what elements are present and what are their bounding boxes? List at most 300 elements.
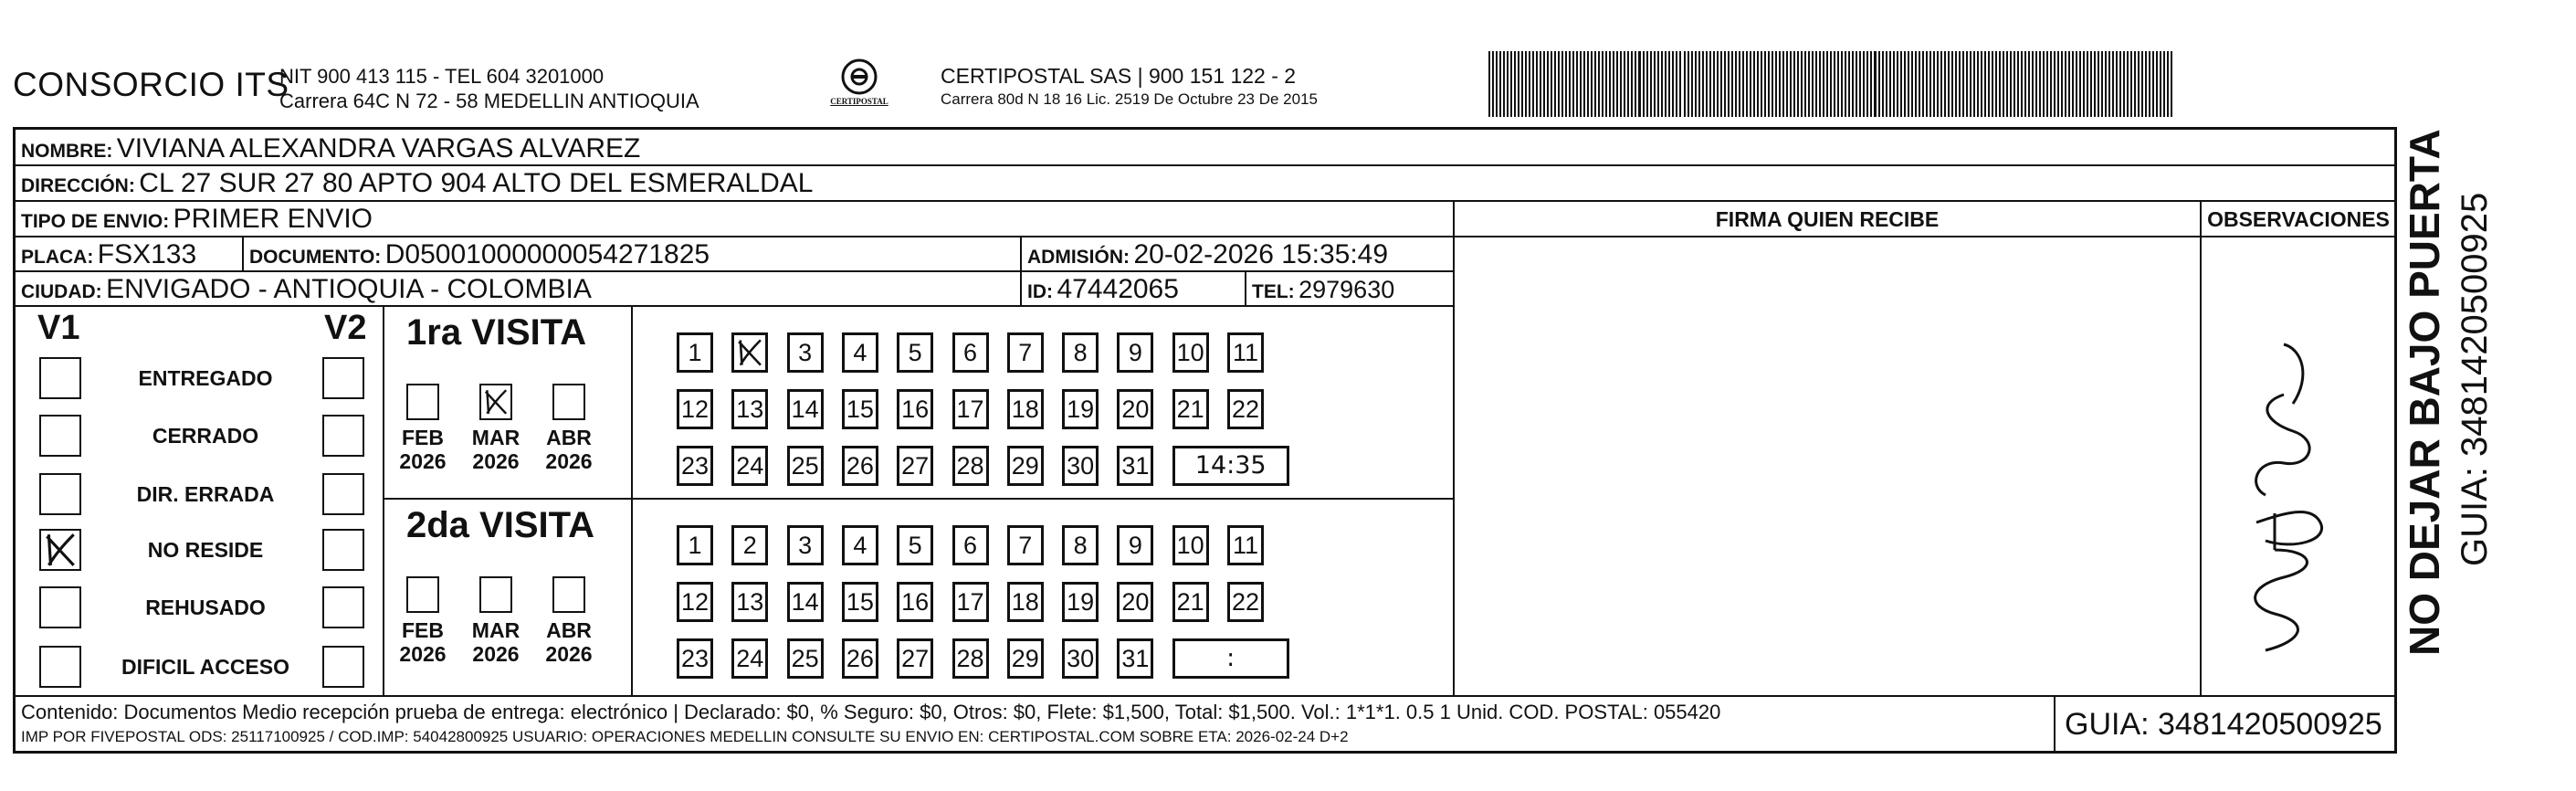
barcode-bar [1782, 51, 1784, 117]
day-box[interactable]: 28 [952, 638, 989, 679]
barcode-bar [1709, 51, 1711, 117]
barcode-bar [1874, 51, 1877, 117]
barcode-bar [1863, 51, 1865, 117]
barcode-bar [1852, 51, 1854, 117]
nombre-value: VIVIANA ALEXANDRA VARGAS ALVAREZ [116, 133, 641, 163]
observaciones-label: OBSERVACIONES [2207, 207, 2390, 231]
day-box[interactable]: 14 [787, 389, 824, 429]
barcode-bar [1488, 51, 1490, 117]
day-box[interactable]: 1 [677, 525, 713, 565]
day-box[interactable]: 27 [897, 638, 933, 679]
barcode-bar [1543, 51, 1545, 117]
v2-checkbox-0[interactable] [322, 357, 364, 399]
observaciones-handwriting [2211, 276, 2384, 678]
footer-contenido: Contenido: Documentos Medio recepción prueba de entrega: electrónico | Declarado: $0, % Seguro: $0, Otros: $0, Flete: $1,500, Total: $1,500. Vol.: 1*1*1. 0.5 1 Unid. COD. POSTAL: 055420 [21, 701, 1721, 723]
day-box[interactable]: 21 [1172, 389, 1209, 429]
day-box[interactable]: 15 [842, 389, 878, 429]
x-mark-icon [734, 335, 765, 370]
barcode-bar [1583, 51, 1585, 117]
barcode-bar [2105, 51, 2107, 117]
barcode-bar [2024, 51, 2026, 117]
day-box[interactable]: 2 [731, 525, 768, 565]
certipostal-logo [830, 57, 888, 111]
admision-label: ADMISIÓN: [1027, 247, 1130, 268]
v2-checkbox-1[interactable] [322, 415, 364, 457]
barcode-bar [1772, 51, 1773, 117]
barcode-bar [1638, 51, 1641, 117]
barcode-bar [1657, 51, 1659, 117]
barcode-bar [1793, 51, 1795, 117]
day-box[interactable]: 9 [1117, 332, 1153, 373]
barcode-bar [2123, 51, 2125, 117]
direccion-row [21, 168, 813, 199]
day-box[interactable]: 16 [897, 389, 933, 429]
month-label: ABR 2026 [545, 426, 593, 473]
barcode-bar [1713, 51, 1715, 117]
barcode-bar [2101, 51, 2103, 117]
barcode-bar [2152, 51, 2154, 117]
barcode-bar [1624, 51, 1625, 117]
certipostal-info [941, 62, 1318, 110]
barcode-bar [2108, 51, 2110, 117]
barcode-bar [1587, 51, 1589, 117]
day-box[interactable]: 19 [1062, 389, 1099, 429]
barcode-bar [1609, 51, 1611, 117]
day-box[interactable]: 21 [1172, 582, 1209, 622]
footer-guia: GUIA: 3481420500925 [2065, 707, 2382, 742]
visit-time-box[interactable]: 14:35 [1172, 446, 1289, 486]
barcode-bar [1897, 51, 1898, 117]
barcode-bar [1808, 51, 1810, 117]
barcode-bar [2072, 51, 2074, 117]
ciudad-label: CIUDAD: [21, 281, 102, 302]
month-checkbox-mar[interactable] [479, 576, 512, 613]
barcode-bar [1720, 51, 1722, 117]
day-box[interactable]: 25 [787, 638, 824, 679]
day-box[interactable]: 14 [787, 582, 824, 622]
tel-row [1252, 276, 1394, 304]
v2-checkbox-4[interactable] [322, 586, 364, 628]
barcode-bar [1558, 51, 1560, 117]
barcode-bar [1661, 51, 1663, 117]
barcode-bar [1826, 51, 1828, 117]
barcode-bar [1572, 51, 1574, 117]
barcode-bar [1598, 51, 1600, 117]
day-box[interactable]: 3 [787, 332, 824, 373]
day-box[interactable]: 8 [1062, 332, 1099, 373]
day-box[interactable]: 5 [897, 525, 933, 565]
barcode-bar [1775, 51, 1777, 117]
visit-title: 2da VISITA [406, 505, 594, 545]
v1-checkbox-4[interactable] [39, 586, 81, 628]
day-box[interactable]: 29 [1007, 446, 1044, 486]
barcode-bar [2163, 51, 2165, 117]
day-box[interactable]: 16 [897, 582, 933, 622]
barcode-bar [1547, 51, 1549, 117]
month-checkbox-abr[interactable] [552, 384, 585, 420]
barcode-bar [1691, 51, 1693, 117]
month-label: ABR 2026 [545, 618, 593, 666]
barcode-bar [1540, 51, 1541, 117]
admision-row [1027, 239, 1388, 270]
day-box[interactable]: 8 [1062, 525, 1099, 565]
license-line: Carrera 80d N 18 16 Lic. 2519 De Octubre 23 De 2015 [941, 90, 1318, 108]
day-box[interactable]: 26 [842, 638, 878, 679]
barcode-bar [1948, 51, 1950, 117]
v1-checkbox-5[interactable] [39, 646, 81, 688]
barcode-bar [1955, 51, 1957, 117]
day-box[interactable]: 28 [952, 446, 989, 486]
barcode-bar [1812, 51, 1814, 117]
day-box[interactable]: 25 [787, 446, 824, 486]
day-box[interactable]: 31 [1117, 446, 1153, 486]
admision-value: 20-02-2026 15:35:49 [1133, 239, 1389, 269]
day-box[interactable]: 20 [1117, 582, 1153, 622]
visit-time-box[interactable]: : [1172, 638, 1289, 679]
barcode-bar [2134, 51, 2136, 117]
v2-checkbox-2[interactable] [322, 473, 364, 515]
company-info [279, 64, 699, 113]
barcode-bar [1908, 51, 1909, 117]
barcode-bar [1717, 51, 1719, 117]
barcode-bar [1688, 51, 1689, 117]
barcode-bar [1977, 51, 1979, 117]
day-box[interactable]: 4 [842, 525, 878, 565]
barcode-bar [1815, 51, 1817, 117]
barcode-bar [1962, 51, 1964, 117]
v1-checkbox-3[interactable] [39, 529, 81, 571]
barcode-bar [2076, 51, 2077, 117]
barcode-bar [1565, 51, 1567, 117]
barcode-bar [1594, 51, 1596, 117]
barcode-bar [1823, 51, 1824, 117]
day-box[interactable]: 30 [1062, 638, 1099, 679]
barcode-bar [1646, 51, 1648, 117]
barcode-bar [1620, 51, 1622, 117]
barcode-bar [1510, 51, 1512, 117]
id-label: ID: [1027, 281, 1053, 302]
barcode-bar [1507, 51, 1509, 117]
barcode-bar [1698, 51, 1700, 117]
barcode-bar [1492, 51, 1494, 117]
status-option-label: ENTREGADO [138, 366, 273, 390]
barcode-bar [1605, 51, 1607, 117]
barcode-bar [1521, 51, 1523, 117]
ciudad-value: ENVIGADO - ANTIOQUIA - COLOMBIA [106, 274, 592, 304]
barcode-bar [2003, 51, 2004, 117]
day-box[interactable]: 4 [842, 332, 878, 373]
v1-checkbox-0[interactable] [39, 357, 81, 399]
month-checkbox-feb[interactable] [406, 576, 439, 613]
barcode-bar [1753, 51, 1755, 117]
barcode-bar [1929, 51, 1931, 117]
barcode-bar [1554, 51, 1556, 117]
direccion-label: DIRECCIÓN: [21, 175, 135, 196]
barcode-bar [1627, 51, 1629, 117]
day-box[interactable]: 23 [677, 638, 713, 679]
barcode-bar [1959, 51, 1961, 117]
barcode-bar [1870, 51, 1872, 117]
barcode-bar [2021, 51, 2023, 117]
barcode-bar [2127, 51, 2129, 117]
barcode-bar [1973, 51, 1975, 117]
barcode-bar [1591, 51, 1593, 117]
month-checkbox-mar[interactable] [479, 384, 512, 420]
id-value: 47442065 [1057, 274, 1179, 304]
barcode-bar [2160, 51, 2161, 117]
barcode-bar [2054, 51, 2056, 117]
placa-row [21, 239, 196, 270]
tel-value: 2979630 [1299, 276, 1395, 303]
barcode-bar [2006, 51, 2008, 117]
barcode-bar [1790, 51, 1792, 117]
barcode-bar [1911, 51, 1913, 117]
status-option-label: DIR. ERRADA [136, 482, 275, 506]
barcode-bar [1922, 51, 1924, 117]
nombre-row [21, 133, 640, 164]
company-name: CONSORCIO ITS [13, 66, 289, 103]
barcode-bar [1915, 51, 1917, 117]
barcode-bar [1764, 51, 1766, 117]
delivery-form [13, 127, 2397, 754]
month-label: FEB 2026 [399, 618, 447, 666]
x-mark-icon [481, 385, 510, 418]
barcode-bar [2039, 51, 2041, 117]
v2-checkbox-3[interactable] [322, 529, 364, 571]
day-box[interactable] [731, 332, 768, 373]
barcode-bar [1706, 51, 1708, 117]
barcode-bar [1889, 51, 1891, 117]
barcode-bar [1739, 51, 1740, 117]
barcode-bar [1643, 51, 1645, 117]
barcode-bar [1672, 51, 1674, 117]
barcode-bar [1859, 51, 1861, 117]
barcode-bar [1551, 51, 1552, 117]
month-label: MAR 2026 [471, 426, 520, 473]
barcode-bar [2138, 51, 2140, 117]
barcode-bar [1503, 51, 1505, 117]
barcode-bar [2119, 51, 2121, 117]
barcode-bar [1525, 51, 1527, 117]
barcode-bar [2079, 51, 2081, 117]
barcode-bar [1496, 51, 1498, 117]
ciudad-row [21, 274, 592, 305]
barcode-bar [2167, 51, 2169, 117]
barcode-bar [1866, 51, 1868, 117]
barcode-bar [1933, 51, 1935, 117]
status-option-label: DIFICIL ACCESO [121, 655, 289, 679]
day-box[interactable]: 11 [1227, 332, 1264, 373]
day-box[interactable]: 27 [897, 446, 933, 486]
month-label: FEB 2026 [399, 426, 447, 473]
month-checkbox-feb[interactable] [406, 384, 439, 420]
barcode-bar [1561, 51, 1563, 117]
barcode-bar [1801, 51, 1803, 117]
barcode-bar [1951, 51, 1953, 117]
barcode-bar [2061, 51, 2063, 117]
day-box[interactable]: 23 [677, 446, 713, 486]
day-box[interactable]: 30 [1062, 446, 1099, 486]
barcode-bar [1761, 51, 1762, 117]
month-checkbox-abr[interactable] [552, 576, 585, 613]
barcode-bar [1518, 51, 1519, 117]
day-box[interactable]: 1 [677, 332, 713, 373]
barcode-bar [1848, 51, 1850, 117]
tipo-envio-label: TIPO DE ENVIO: [21, 211, 170, 232]
status-option-label: NO RESIDE [147, 538, 264, 562]
barcode-bar [1695, 51, 1697, 117]
status-option-label: CERRADO [152, 424, 259, 448]
day-box[interactable]: 9 [1117, 525, 1153, 565]
barcode-bar [1746, 51, 1748, 117]
placa-value: FSX133 [97, 239, 197, 269]
barcode-bar [1834, 51, 1835, 117]
day-box[interactable]: 13 [731, 582, 768, 622]
barcode-bar [1992, 51, 1993, 117]
barcode-bar [1702, 51, 1704, 117]
barcode-bar [2050, 51, 2052, 117]
documento-row [249, 239, 710, 270]
day-box[interactable]: 17 [952, 582, 989, 622]
barcode-bar [1886, 51, 1887, 117]
logo-caption: CERTIPOSTAL [830, 97, 888, 106]
barcode-bar [2017, 51, 2019, 117]
barcode-bar [1668, 51, 1670, 117]
barcode-bar [1797, 51, 1799, 117]
footer-imp: IMP POR FIVEPOSTAL ODS: 25117100925 / COD.IMP: 54042800925 USUARIO: OPERACIONES MEDELLIN CONSULTE SU ENVIO EN: CERTIPOSTAL.COM SOBRE ETA: 2026-02-24 D+2 [21, 728, 1349, 745]
tel-label: TEL: [1252, 281, 1295, 302]
day-box[interactable]: 3 [787, 525, 824, 565]
barcode-bar [1580, 51, 1582, 117]
barcode-bar [1786, 51, 1788, 117]
tipo-envio-row [21, 204, 373, 235]
day-box[interactable]: 6 [952, 332, 989, 373]
barcode-bar [1684, 51, 1686, 117]
barcode [1488, 51, 2173, 117]
barcode-bar [1995, 51, 1997, 117]
day-box[interactable]: 7 [1007, 332, 1044, 373]
barcode-bar [1731, 51, 1733, 117]
barcode-bar [1728, 51, 1730, 117]
barcode-bar [2035, 51, 2037, 117]
barcode-bar [1988, 51, 1990, 117]
day-box[interactable]: 22 [1227, 582, 1264, 622]
day-box[interactable]: 24 [731, 638, 768, 679]
visit-title: 1ra VISITA [406, 312, 587, 353]
barcode-bar [1882, 51, 1884, 117]
barcode-bar [2010, 51, 2012, 117]
barcode-bar [2171, 51, 2172, 117]
barcode-bar [1919, 51, 1920, 117]
x-mark-icon [41, 531, 79, 569]
barcode-bar [1937, 51, 1939, 117]
barcode-bar [1631, 51, 1633, 117]
barcode-bar [1830, 51, 1832, 117]
day-box[interactable]: 26 [842, 446, 878, 486]
day-box[interactable]: 5 [897, 332, 933, 373]
day-box[interactable]: 12 [677, 582, 713, 622]
barcode-bar [1679, 51, 1681, 117]
day-box[interactable]: 13 [731, 389, 768, 429]
day-box[interactable]: 11 [1227, 525, 1264, 565]
barcode-bar [2116, 51, 2118, 117]
barcode-bar [2141, 51, 2143, 117]
barcode-bar [1944, 51, 1946, 117]
certipostal-line: CERTIPOSTAL SAS | 900 151 122 - 2 [941, 64, 1297, 88]
barcode-bar [2083, 51, 2085, 117]
barcode-bar [1635, 51, 1636, 117]
barcode-bar [1602, 51, 1603, 117]
day-box[interactable]: 7 [1007, 525, 1044, 565]
day-box[interactable]: 12 [677, 389, 713, 429]
month-label: MAR 2026 [471, 618, 520, 666]
day-box[interactable]: 10 [1172, 525, 1209, 565]
barcode-bar [1613, 51, 1614, 117]
day-box[interactable]: 15 [842, 582, 878, 622]
barcode-bar [1650, 51, 1652, 117]
barcode-bar [1926, 51, 1928, 117]
v2-label: V2 [324, 309, 367, 347]
day-box[interactable]: 29 [1007, 638, 1044, 679]
status-option-label: REHUSADO [145, 596, 266, 619]
barcode-bar [2032, 51, 2034, 117]
day-box[interactable]: 6 [952, 525, 989, 565]
barcode-bar [2130, 51, 2132, 117]
barcode-bar [2090, 51, 2092, 117]
barcode-bar [2028, 51, 2030, 117]
barcode-bar [1735, 51, 1737, 117]
day-box[interactable]: 18 [1007, 582, 1044, 622]
barcode-bar [1837, 51, 1839, 117]
day-box[interactable]: 20 [1117, 389, 1153, 429]
barcode-bar [1845, 51, 1846, 117]
barcode-bar [1940, 51, 1942, 117]
day-box[interactable]: 17 [952, 389, 989, 429]
barcode-bar [2046, 51, 2048, 117]
day-box[interactable]: 19 [1062, 582, 1099, 622]
barcode-bar [2043, 51, 2045, 117]
tipo-envio-value: PRIMER ENVIO [173, 204, 373, 234]
v1-checkbox-2[interactable] [39, 473, 81, 515]
id-row [1027, 274, 1179, 305]
barcode-bar [1750, 51, 1751, 117]
direccion-value: CL 27 SUR 27 80 APTO 904 ALTO DEL ESMERALDAL [139, 168, 814, 198]
barcode-bar [2068, 51, 2070, 117]
barcode-bar [1532, 51, 1534, 117]
barcode-bar [1878, 51, 1880, 117]
barcode-bar [1676, 51, 1677, 117]
documento-value: D05001000000054271825 [384, 239, 710, 269]
barcode-bar [1665, 51, 1667, 117]
barcode-bar [1536, 51, 1538, 117]
barcode-bar [1841, 51, 1843, 117]
barcode-bar [1966, 51, 1968, 117]
day-box[interactable]: 24 [731, 446, 768, 486]
v2-checkbox-5[interactable] [322, 646, 364, 688]
day-box[interactable]: 22 [1227, 389, 1264, 429]
barcode-bar [1616, 51, 1618, 117]
day-box[interactable]: 18 [1007, 389, 1044, 429]
barcode-bar [1724, 51, 1726, 117]
barcode-bar [2065, 51, 2066, 117]
barcode-bar [1984, 51, 1986, 117]
barcode-bar [2087, 51, 2088, 117]
barcode-bar [1900, 51, 1902, 117]
day-box[interactable]: 31 [1117, 638, 1153, 679]
v1-checkbox-1[interactable] [39, 415, 81, 457]
day-box[interactable]: 10 [1172, 332, 1209, 373]
barcode-bar [1893, 51, 1895, 117]
